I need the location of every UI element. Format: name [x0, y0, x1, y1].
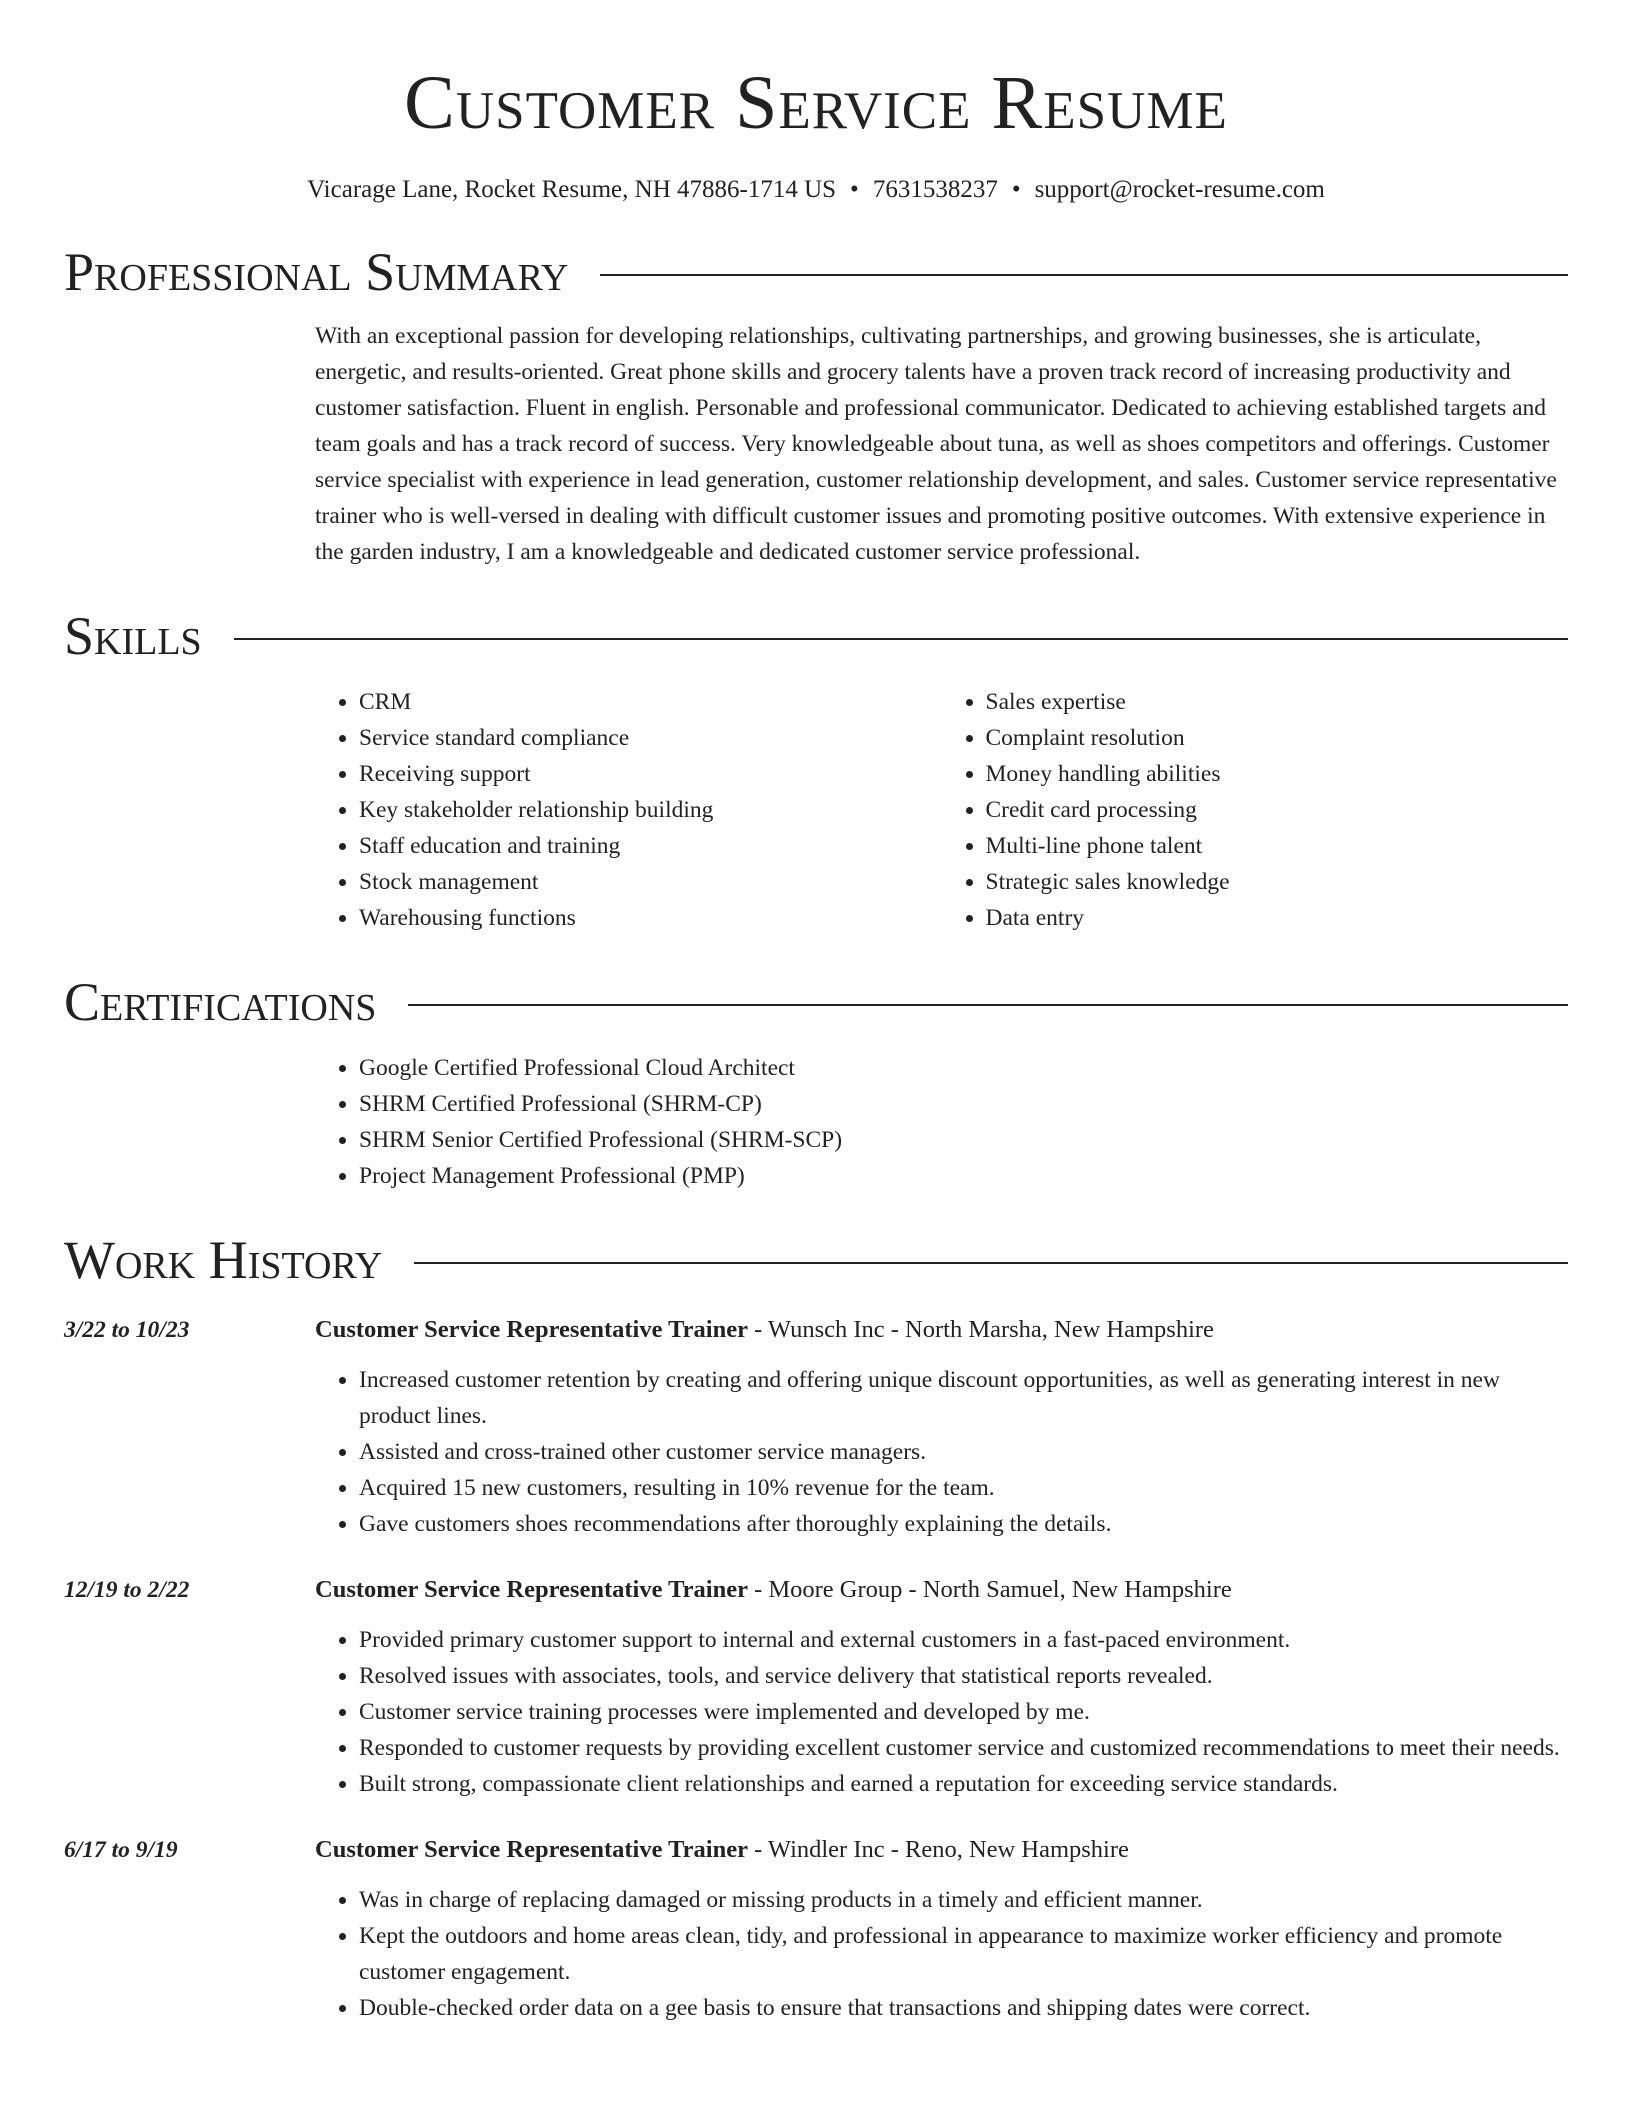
skill-item: • Multi-line phone talent [986, 828, 1569, 864]
certification-item: • SHRM Certified Professional (SHRM-CP) [359, 1086, 1568, 1122]
job-employer: - Moore Group - North Samuel, New Hampshire [747, 1576, 1232, 1603]
skill-item: • Staff education and training [359, 828, 942, 864]
job-employer: - Wunsch Inc - North Marsha, New Hampshire [747, 1316, 1214, 1343]
skill-item: • Service standard compliance [359, 720, 942, 756]
certifications-list [315, 1050, 1568, 1194]
job-entry [64, 1832, 1568, 2026]
job-dates: 3/22 to 10/23 [64, 1317, 190, 1343]
job-dates: 12/19 to 2/22 [64, 1577, 190, 1603]
job-title: Customer Service Representative Trainer [315, 1316, 748, 1343]
work-history-section-header [64, 1228, 1568, 1292]
job-dates: 6/17 to 9/19 [64, 1837, 178, 1863]
job-bullet: • Customer service training processes were implemented and developed by me. [359, 1694, 1568, 1730]
skills-column-right [942, 684, 1569, 936]
skill-item: • Money handling abilities [986, 756, 1569, 792]
skill-item: • Complaint resolution [986, 720, 1569, 756]
skill-item: • Strategic sales knowledge [986, 864, 1569, 900]
contact-email: support@rocket-resume.com [1034, 176, 1325, 203]
skill-item: • Receiving support [359, 756, 942, 792]
skill-item: • Credit card processing [986, 792, 1569, 828]
job-bullet: • Resolved issues with associates, tools, and service delivery that statistical reports revealed. [359, 1658, 1568, 1694]
job-entry [64, 1312, 1568, 1542]
job-title: Customer Service Representative Trainer [315, 1576, 748, 1603]
work-history-heading: Work History [64, 1230, 383, 1290]
job-title: Customer Service Representative Trainer [315, 1836, 748, 1863]
job-bullets [315, 1622, 1568, 1802]
job-bullet: • Increased customer retention by creating and offering unique discount opportunities, as well as generating interest in new product lines. [359, 1362, 1568, 1434]
section-divider [408, 1004, 1568, 1006]
certifications-heading: Certifications [64, 972, 377, 1032]
job-title-line [315, 1312, 1568, 1348]
job-bullet: • Acquired 15 new customers, resulting in 10% revenue for the team. [359, 1470, 1568, 1506]
contact-separator: • [850, 176, 859, 203]
contact-separator: • [1011, 176, 1021, 203]
section-divider [600, 274, 1568, 276]
contact-line [64, 174, 1568, 206]
job-bullet: • Gave customers shoes recommendations after thoroughly explaining the details. [359, 1506, 1568, 1542]
certification-item: • Google Certified Professional Cloud Architect [359, 1050, 1568, 1086]
job-bullet: • Responded to customer requests by providing excellent customer service and customized recommendations to meet their needs. [359, 1730, 1568, 1766]
job-bullet: • Assisted and cross-trained other customer service managers. [359, 1434, 1568, 1470]
job-bullet: • Double-checked order data on a gee basis to ensure that transactions and shipping dates were correct. [359, 1990, 1568, 2026]
skill-item: • Warehousing functions [359, 900, 942, 936]
summary-heading: Professional Summary [64, 242, 569, 302]
skills-section-header [64, 604, 1568, 668]
job-bullets [315, 1362, 1568, 1542]
summary-text: With an exceptional passion for developing relationships, cultivating partnerships, and growing businesses, she is articulate, energetic, and results-oriented. Great phone skills and grocery talents have a proven track record of increasing productivity and customer satisfaction. Fluent in english. Personable and professional communicator. Dedicated to achieving established targets and team goals and has a track record of success. Very knowledgeable about tuna, as well as shoes competitors and offerings. Customer service specialist with experience in lead generation, customer relationship development, and sales. Customer service representative trainer who is well-versed in dealing with difficult customer issues and promoting positive outcomes. With extensive experience in the garden industry, I am a knowledgeable and dedicated customer service professional. [315, 323, 1557, 565]
job-title-line [315, 1572, 1568, 1608]
certification-item: • SHRM Senior Certified Professional (SHRM-SCP) [359, 1122, 1568, 1158]
resume-page [64, 0, 1568, 2026]
summary-section-header [64, 240, 1568, 304]
job-employer: - Windler Inc - Reno, New Hampshire [747, 1836, 1129, 1863]
job-bullet: • Built strong, compassionate client relationships and earned a reputation for exceeding service standards. [359, 1766, 1568, 1802]
contact-phone: 7631538237 [872, 176, 998, 203]
certification-item: • Project Management Professional (PMP) [359, 1158, 1568, 1194]
job-bullet: • Was in charge of replacing damaged or missing products in a timely and efficient manner. [359, 1882, 1568, 1918]
skills-column-left [315, 684, 942, 936]
section-divider [234, 638, 1568, 640]
job-bullet: • Kept the outdoors and home areas clean, tidy, and professional in appearance to maximize worker efficiency and promote customer engagement. [359, 1918, 1568, 1990]
skill-item: • CRM [359, 684, 942, 720]
job-title-line [315, 1832, 1568, 1868]
resume-title: Customer Service Resume [404, 61, 1228, 145]
contact-address: Vicarage Lane, Rocket Resume, NH 47886-1714 US [307, 176, 837, 203]
job-entry [64, 1572, 1568, 1802]
job-bullet: • Provided primary customer support to internal and external customers in a fast-paced environment. [359, 1622, 1568, 1658]
skill-item: • Data entry [986, 900, 1569, 936]
skills-list [315, 684, 1568, 936]
section-divider [414, 1262, 1568, 1264]
skill-item: • Sales expertise [986, 684, 1569, 720]
certifications-section-header [64, 970, 1568, 1034]
skill-item: • Key stakeholder relationship building [359, 792, 942, 828]
job-bullets [315, 1882, 1568, 2026]
skill-item: • Stock management [359, 864, 942, 900]
skills-heading: Skills [64, 606, 202, 666]
